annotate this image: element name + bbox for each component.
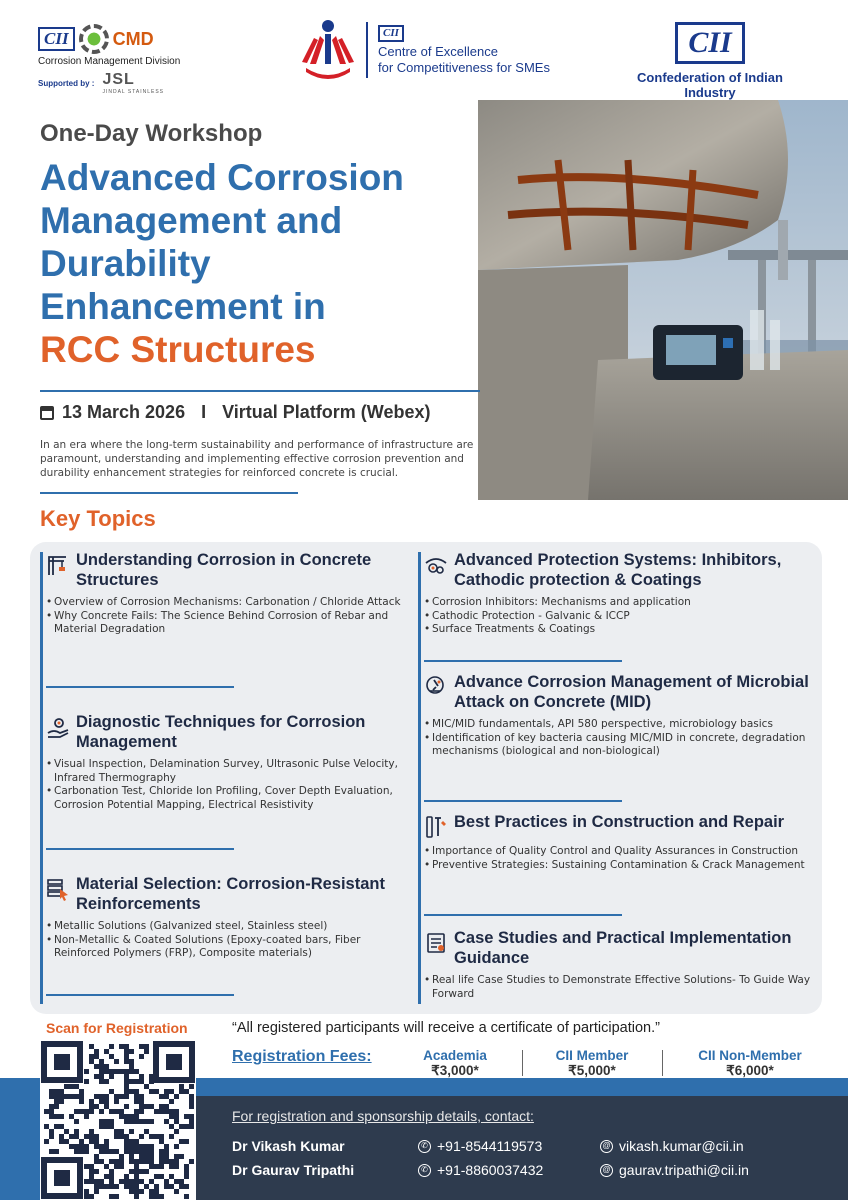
topic-bullet: • Identification of key bacteria causing MIC/MID in concrete, degradation mechanisms (biological and non-biological): [424, 732, 814, 759]
topic-diagnostic-techniques: [46, 712, 408, 812]
left-column-line: [40, 552, 43, 1004]
topic-bullet: • Real life Case Studies to Demonstrate Effective Solutions- To Guide Way Forward: [424, 974, 814, 1001]
topic-bullets: [46, 920, 408, 961]
topic-title: Advanced Protection Systems: Inhibitors, Cathodic protection & Coatings: [454, 551, 782, 589]
topic-best-practices: [424, 812, 814, 872]
fee-cii-non-member: [680, 1048, 820, 1079]
microscope-icon: [424, 675, 448, 699]
left-separator: [46, 994, 234, 996]
contact-name: Dr Gaurav Tripathi: [232, 1162, 355, 1178]
title-line-4: Enhancement in: [40, 286, 326, 327]
title-line-2: Management and: [40, 200, 343, 241]
contact-name: Dr Vikash Kumar: [232, 1138, 345, 1154]
title-line-3: Durability: [40, 243, 211, 284]
topic-bullets: [424, 974, 814, 1001]
topic-advanced-protection: [424, 550, 814, 637]
contact-phone[interactable]: +91-8544119573: [437, 1138, 543, 1154]
contact-phone-group[interactable]: [418, 1162, 543, 1178]
left-separator: [46, 686, 234, 688]
fee-category: Academia: [423, 1048, 487, 1063]
scan-title: Scan for Registration: [46, 1020, 188, 1036]
topic-title: Understanding Corrosion in Concrete Structures: [76, 551, 372, 589]
topic-title: Best Practices in Construction and Repair: [454, 813, 785, 831]
tools-icon: [424, 815, 448, 839]
event-meta: [40, 402, 431, 423]
left-separator: [46, 848, 234, 850]
fee-amount: ₹5,000*: [568, 1063, 616, 1078]
contact-email-group[interactable]: [600, 1162, 749, 1178]
coe-cii-mark: CII: [378, 25, 404, 42]
header: [0, 0, 848, 100]
coe-logo: [300, 18, 550, 82]
topic-bullet: • Carbonation Test, Chloride Ion Profiling, Cover Depth Evaluation, Corrosion Potential Mapping, Electrical Resistivity: [46, 785, 408, 812]
topic-bullet: • Overview of Corrosion Mechanisms: Carbonation / Chloride Attack: [46, 596, 408, 610]
title-accent: RCC Structures: [40, 329, 316, 370]
right-column-line: [418, 552, 421, 1004]
email-icon: @: [600, 1140, 613, 1153]
event-venue: Virtual Platform (Webex): [222, 402, 431, 422]
phone-icon: ✆: [418, 1140, 431, 1153]
hand-gear-icon: [46, 715, 70, 739]
topic-bullets: [46, 596, 408, 637]
sponsor-name: JSL: [102, 71, 135, 88]
coe-line1: Centre of Excellence: [378, 44, 498, 59]
topic-bullet: • Surface Treatments & Coatings: [424, 623, 814, 637]
right-separator: [424, 914, 622, 916]
topic-title: Case Studies and Practical Implementation Guidance: [454, 929, 792, 967]
topic-bullet: • Corrosion Inhibitors: Mechanisms and application: [424, 596, 814, 610]
key-topics-title: Key Topics: [40, 506, 156, 531]
fee-amount: ₹3,000*: [431, 1063, 479, 1078]
coe-text: [378, 24, 550, 76]
case-study-icon: [424, 931, 448, 955]
contact-panel: [196, 1096, 848, 1200]
cii-mark: CII: [675, 22, 744, 64]
topic-title: Diagnostic Techniques for Corrosion Management: [76, 713, 366, 751]
right-separator: [424, 800, 622, 802]
sponsor-logo: [102, 71, 164, 95]
workshop-title: [40, 156, 480, 371]
right-separator: [424, 660, 622, 662]
sponsor-subtitle: JINDAL STAINLESS: [102, 89, 165, 95]
topic-bullet: • Visual Inspection, Delamination Survey, Ultrasonic Pulse Velocity, Infrared Thermography: [46, 758, 408, 785]
workshop-kicker: One-Day Workshop: [40, 120, 263, 147]
supported-by-label: Supported by :: [38, 78, 95, 88]
topic-bullet: • Why Concrete Fails: The Science Behind Corrosion of Rebar and Material Degradation: [46, 610, 408, 637]
fee-academia: [400, 1048, 510, 1079]
fee-cii-member: [534, 1048, 650, 1079]
topic-title: Material Selection: Corrosion-Resistant Reinforcements: [76, 875, 385, 913]
contact-phone-group[interactable]: [418, 1138, 542, 1154]
topic-bullet: • Non-Metallic & Coated Solutions (Epoxy-coated bars, Fiber Reinforced Polymers (FRP), Composite materials): [46, 934, 408, 961]
cmd-abbrev: CMD: [112, 28, 154, 49]
topic-bullets: [424, 596, 814, 637]
topic-bullets: [46, 758, 408, 812]
meta-separator: I: [201, 402, 207, 422]
contact-email[interactable]: gaurav.tripathi@cii.in: [619, 1162, 749, 1178]
topic-material-selection: [46, 874, 408, 961]
topic-bullets: [424, 718, 814, 759]
coe-line2: for Competitiveness for SMEs: [378, 60, 550, 75]
registration-qr-code[interactable]: [40, 1040, 196, 1200]
certificate-note: “All registered participants will receive a certificate of participation.”: [232, 1020, 660, 1036]
topic-bullet: • MIC/MID fundamentals, API 580 perspective, microbiology basics: [424, 718, 814, 732]
event-date: 13 March 2026: [62, 402, 186, 422]
fees-label: Registration Fees:: [232, 1048, 372, 1065]
fee-divider: [522, 1050, 523, 1076]
intro-text: In an era where the long-term sustainability and performance of infrastructure are paramount, understanding and implementing effective corrosion prevention and durability enhancement strategies for reinforced concrete is crucial.: [40, 439, 474, 479]
protection-icon: [424, 553, 448, 577]
email-icon: @: [600, 1164, 613, 1177]
cmd-full-name: Corrosion Management Division: [38, 56, 181, 67]
cmd-cii-mark: CII: [38, 27, 75, 51]
blue-band-left: [0, 1078, 44, 1200]
contact-title: For registration and sponsorship details, contact:: [232, 1108, 534, 1124]
calendar-icon: [40, 406, 54, 420]
cmd-logo: [38, 24, 208, 95]
title-divider: [40, 390, 480, 392]
topic-bullet: • Importance of Quality Control and Quality Assurances in Construction: [424, 845, 814, 859]
phone-icon: ✆: [418, 1164, 431, 1177]
topic-case-studies: [424, 928, 814, 1001]
fee-category: CII Member: [555, 1048, 629, 1063]
topic-understanding-corrosion: [46, 550, 408, 637]
coe-divider: [366, 22, 368, 78]
topic-bullet: • Metallic Solutions (Galvanized steel, Stainless steel): [46, 920, 408, 934]
topic-bullet: • Preventive Strategies: Sustaining Contamination & Crack Management: [424, 859, 814, 873]
materials-cursor-icon: [46, 877, 70, 901]
gear-icon: [79, 24, 109, 54]
topic-bullets: [424, 845, 814, 872]
contact-phone[interactable]: +91-8860037432: [437, 1162, 544, 1178]
title-line-1: Advanced Corrosion: [40, 157, 404, 198]
fee-divider: [662, 1050, 663, 1076]
cii-logo: [610, 22, 810, 100]
contact-email-group[interactable]: [600, 1138, 744, 1154]
corroded-concrete-photo: [478, 100, 848, 500]
contact-email[interactable]: vikash.kumar@cii.in: [619, 1138, 744, 1154]
crane-icon: [46, 553, 70, 577]
topic-microbial-attack: [424, 672, 814, 759]
topic-title: Advance Corrosion Management of Microbial Attack on Concrete (MID): [454, 673, 809, 711]
cii-full-name: Confederation of Indian Industry: [637, 70, 783, 100]
supported-by: [38, 71, 208, 95]
intro-divider: [40, 492, 298, 494]
coe-emblem-icon: [300, 18, 356, 82]
topic-bullet: • Cathodic Protection - Galvanic & ICCP: [424, 610, 814, 624]
fee-category: CII Non-Member: [698, 1048, 802, 1063]
fee-amount: ₹6,000*: [726, 1063, 774, 1078]
